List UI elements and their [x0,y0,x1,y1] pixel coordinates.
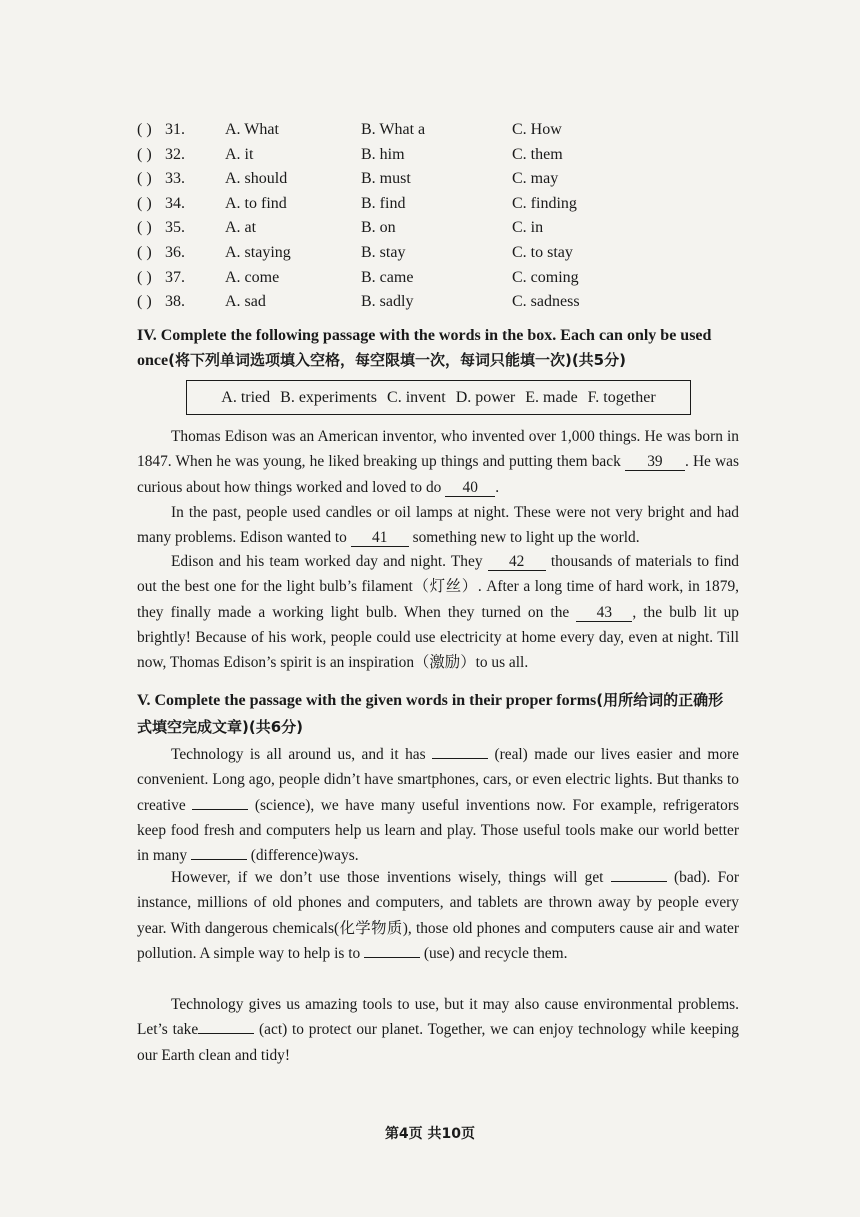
answer-paren[interactable]: ( ) [137,145,152,163]
choice-row-31 [137,118,737,143]
blank-45[interactable] [192,809,248,810]
passage-4-paragraph-1 [137,424,739,500]
choice-row-36 [137,241,737,266]
passage-text: (act) to protect our planet. Together, we can enjoy technology while keeping our Earth clean and tidy! [137,1021,739,1064]
blank-47[interactable] [611,881,667,882]
option-a: A. should [225,170,288,188]
passage-text: (difference)ways. [246,847,359,865]
word-option: C. invent [387,389,446,406]
passage-text: In the past, people used candles or oil lamps at night. These were not very bright and had many problems. Edison wanted to [137,504,739,547]
choice-table [137,118,737,315]
blank-42[interactable]: 42 [488,554,546,571]
option-b: B. stay [361,243,406,261]
passage-text: Edison and his team worked day and night. They [171,553,488,570]
blank-49[interactable] [198,1033,254,1034]
passage-text: Technology is all around us, and it has [171,746,433,763]
word-option: F. together [587,389,656,406]
passage-5-paragraph-2 [137,865,739,966]
option-b: B. must [361,170,411,188]
word-option: D. power [455,389,516,406]
choice-row-35 [137,216,737,241]
blank-44[interactable] [432,758,488,759]
passage-text: Thomas Edison was an American inventor, who invented over 1,000 things. He was born in 1847. When he was young, he liked breaking up things and putting them back [137,428,739,471]
question-number: 37. [165,268,185,286]
blank-46[interactable] [191,859,247,860]
page-footer: 第4页 共10页 [384,1126,476,1142]
word-option: B. experiments [280,389,378,406]
section-4-heading-en: IV. Complete the following passage with the words in the box. Each can only be used once [137,327,712,369]
section-4-heading-cn: (将下列单词选项填入空格，每空限填一次，每词只能填一次)(共5分) [168,351,626,369]
passage-4-paragraph-3 [137,549,739,675]
passage-text: something new to light up the world. [408,529,640,547]
answer-paren[interactable]: ( ) [137,219,152,237]
question-number: 34. [165,194,185,212]
option-b: B. sadly [361,293,414,311]
passage-text: . [495,478,500,496]
word-option: E. made [525,389,578,406]
section-5-heading [137,687,737,741]
section-5-heading-cn: (用所给词的正确形式填空完成文章)(共6分) [137,691,724,736]
answer-paren[interactable]: ( ) [137,121,152,138]
passage-text: (science), we have many useful inventions now. For example, refrigerators keep food fresh and computers help us learn and play. Those useful tools make our world better in many [137,796,739,865]
option-b: B. came [361,268,414,286]
section-4-heading [137,323,737,373]
passage-4-paragraph-2 [137,500,739,551]
choice-row-33 [137,167,737,192]
answer-paren[interactable]: ( ) [137,268,152,286]
passage-5-paragraph-3 [137,992,739,1068]
blank-48[interactable] [364,957,420,958]
option-a: A. to find [225,194,287,212]
choice-row-38 [137,290,737,315]
option-c: C. may [512,170,559,188]
passage-text: Technology gives us amazing tools to use, but it may also cause environmental problems. Let’s take [137,996,739,1039]
question-number: 32. [165,145,185,163]
blank-39[interactable]: 39 [625,454,685,471]
answer-paren[interactable]: ( ) [137,243,152,261]
option-c: C. them [512,145,563,163]
option-a: A. come [225,268,280,286]
blank-41[interactable]: 41 [351,530,409,547]
passage-text: thousands of materials to find out the best one for the light bulb’s filament（灯丝）. After a long time of hard work, in 1879, they finally made a working light bulb. When they turned on the [137,553,739,621]
passage-text: (bad). For instance, millions of old phones and computers, and tablets are thrown away by people every year. With dangerous chemicals(化学物质), those old phones and computers cause air and water pollution. A simple way to help is to [137,869,739,962]
option-a: A. What [225,121,279,138]
option-a: A. sad [225,293,266,311]
option-c: C. to stay [512,243,573,261]
option-c: C. sadness [512,293,580,311]
option-b: B. find [361,194,406,212]
choice-row-32 [137,143,737,168]
question-number: 35. [165,219,185,237]
question-number: 36. [165,243,185,261]
blank-43[interactable]: 43 [576,605,632,622]
passage-text: However, if we don’t use those inventions wisely, things will get [171,869,611,886]
option-c: C. finding [512,194,577,212]
blank-40[interactable]: 40 [445,480,495,497]
option-b: B. him [361,145,405,163]
option-b: B. on [361,219,396,237]
option-a: A. it [225,145,254,163]
answer-paren[interactable]: ( ) [137,293,152,311]
option-c: C. in [512,219,544,237]
question-number: 38. [165,293,185,311]
passage-5-paragraph-1 [137,742,739,868]
question-number: 33. [165,170,185,188]
passage-text: , the bulb lit up brightly! Because of his work, people could use electricity at home every day, even at night. Till now, Thomas Edison’s spirit is an inspiration（激励）to us all. [137,603,739,672]
answer-paren[interactable]: ( ) [137,194,152,212]
choice-row-34 [137,192,737,217]
option-a: A. at [225,219,257,237]
passage-text: . He was curious about how things worked and loved to do [137,453,739,496]
passage-text: (use) and recycle them. [420,944,568,962]
word-box [186,380,691,415]
option-c: C. coming [512,268,579,286]
option-c: C. How [512,121,562,138]
section-5-heading-en: V. Complete the passage with the given words in their proper forms [137,692,597,709]
choice-row-37 [137,266,737,291]
word-option: A. tried [221,389,271,406]
option-a: A. staying [225,243,291,261]
answer-paren[interactable]: ( ) [137,170,152,188]
option-b: B. What a [361,121,426,138]
passage-text: (real) made our lives easier and more convenient. Long ago, people didn’t have smartphones, cars, or even electric lights. But thanks to creative [137,746,739,814]
question-number: 31. [165,121,185,138]
